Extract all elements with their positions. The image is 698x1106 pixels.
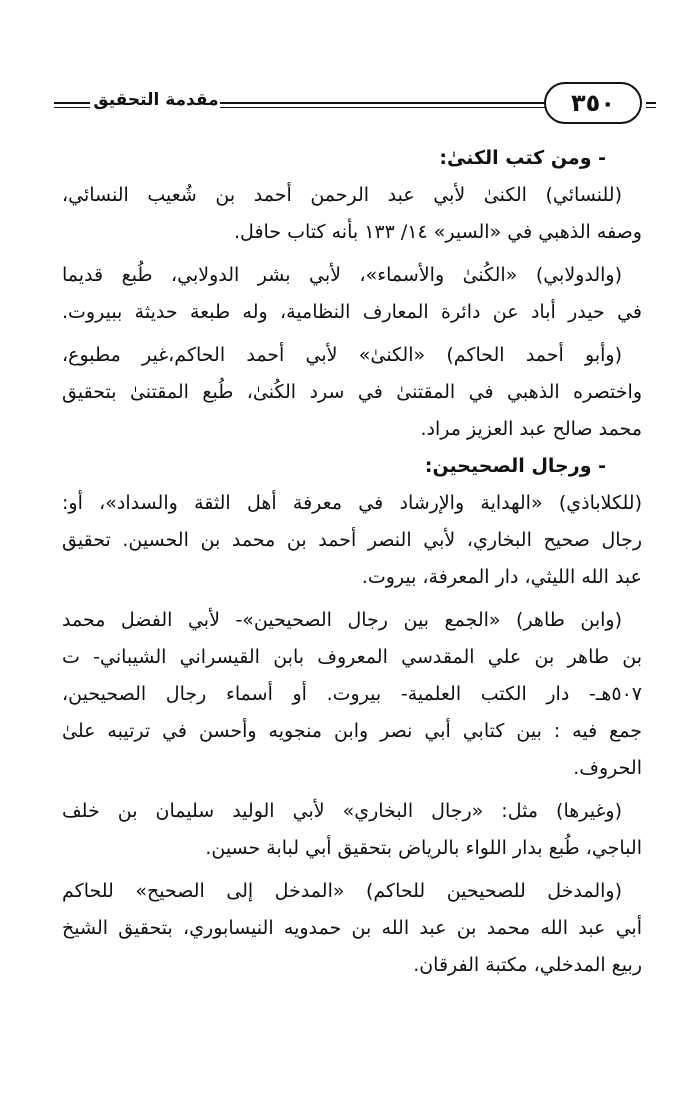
page-number: ٣٥٠	[571, 89, 615, 117]
text-line: (للكلاباذي) «الهداية والإرشاد في معرفة أهل الثقة والسداد»، أو:	[62, 492, 642, 514]
running-header	[52, 82, 652, 128]
text-line: (والمدخل للصحيحين للحاكم) «المدخل إلى الصحيح» للحاكم	[62, 880, 622, 902]
paragraph-ibn-tahir	[62, 602, 642, 787]
text-line: عبد الله الليثي، دار المعرفة، بيروت.	[361, 566, 642, 588]
text-line: واختصره الذهبي في المقتنىٰ في سرد الكُنىٰ، طُبع المقتنىٰ بتحقيق	[62, 381, 642, 403]
text-line: محمد صالح عبد العزيز مراد.	[420, 418, 642, 440]
text-line: جمع فيه : بين كتابي أبي نصر وابن منجويه وأحسن في ترتيبه علىٰ	[62, 720, 642, 742]
text-line: (وابن طاهر) «الجمع بين رجال الصحيحين»- لأبي الفضل محمد	[62, 609, 622, 631]
header-rule-left	[54, 102, 90, 104]
header-title: مقدمة التحقيق	[93, 90, 219, 110]
text-line: بن طاهر بن علي المقدسي المعروف بابن القيسراني الشيباني- ت	[62, 646, 642, 668]
text-line: ٥٠٧هـ- دار الكتب العلمية- بيروت. أو أسماء رجال الصحيحين،	[62, 683, 642, 705]
page-number-badge	[544, 82, 642, 124]
header-rule-right	[646, 102, 656, 104]
paragraph-abu-ahmad-hakim	[62, 337, 642, 448]
text-line: رجال صحيح البخاري، لأبي النصر أحمد بن محمد بن الحسين. تحقيق	[62, 529, 642, 551]
text-line: ربيع المدخلي، مكتبة الفرقان.	[413, 954, 642, 976]
header-rule-middle	[220, 102, 580, 104]
section-heading-sahihayn: - ورجال الصحيحين:	[424, 455, 606, 477]
paragraph-nasai	[62, 177, 642, 251]
paragraph-others	[62, 793, 642, 867]
text-line: أبي عبد الله محمد بن عبد الله بن حمدويه النيسابوري، بتحقيق الشيخ	[62, 917, 642, 939]
paragraph-madkhal	[62, 873, 642, 984]
paragraph-kalabadhi	[62, 485, 642, 596]
text-line: وصفه الذهبي في «السير» ١٤/ ١٣٣ بأنه كتاب حافل.	[234, 221, 642, 243]
text-line: الباجي، طُبع بدار اللواء بالرياض بتحقيق أبي لبابة حسين.	[205, 837, 642, 859]
page-body	[62, 140, 642, 984]
text-line: (وأبو أحمد الحاكم) «الكنىٰ» لأبي أحمد الحاكم،غير مطبوع،	[62, 344, 622, 366]
section-heading-kuna: - ومن كتب الكنىٰ:	[439, 147, 606, 169]
text-line: (والدولابي) «الكُنىٰ والأسماء»، لأبي بشر الدولابي، طُبع قديما	[62, 264, 622, 286]
paragraph-dulabi	[62, 257, 642, 331]
text-line: (للنسائي) الكنىٰ لأبي عبد الرحمن أحمد بن شُعيب النسائي،	[62, 184, 622, 206]
text-line: في حيدر أباد عن دائرة المعارف النظامية، وله طبعة حديثة ببيروت.	[62, 301, 642, 323]
text-line: (وغيرها) مثل: «رجال البخاري» لأبي الوليد سليمان بن خلف	[62, 800, 622, 822]
text-line: الحروف.	[573, 757, 642, 779]
